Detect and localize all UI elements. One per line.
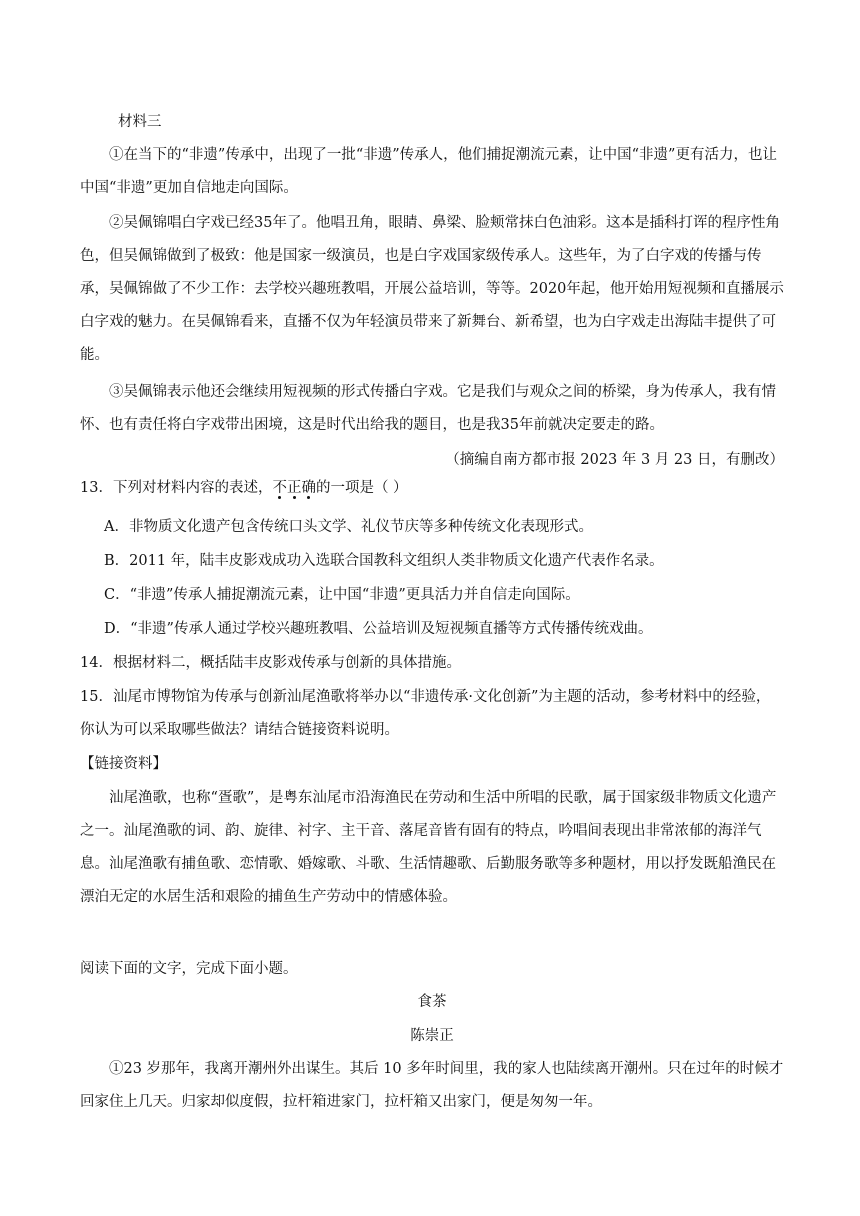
link-heading: 【链接资料】 [80, 756, 167, 772]
question-13-stem-before: 13．下列对材料内容的表述， [80, 480, 273, 496]
option-a: A．非物质文化遗产包含传统口头文学、礼仪节庆等多种传统文化表现形式。 [104, 519, 593, 535]
material-paragraph-1: ①在当下的“非遗”传承中，出现了一批“非遗”传承人，他们捕捉潮流元素，让中国“非遗”更有活力，也让中国“非遗”更加自信地走向国际。 [80, 147, 777, 196]
material-paragraph-3: ③吴佩锦表示他还会继续用短视频的形式传播白字戏。它是我们与观众之间的桥梁，身为传承人，我有情怀、也有责任将白字戏带出困境，这是时代出给我的题目，也是我35年前就决定要走的路。 [80, 384, 776, 433]
emphasis-char: 不 [272, 480, 287, 496]
reading-instruction: 阅读下面的文字，完成下面小题。 [80, 961, 298, 977]
source-citation: （摘编自南方都市报 2023 年 3 月 23 日，有删改） [445, 452, 784, 468]
option-d: D．“非遗”传承人通过学校兴趣班教唱、公益培训及短视频直播等方式传播传统戏曲。 [104, 621, 653, 637]
article-title: 食茶 [417, 994, 447, 1010]
question-13-stem-after: 的一项是（ ） [315, 480, 408, 496]
question-13-stem [80, 472, 784, 505]
material-paragraph-2: ②吴佩锦唱白字戏已经35年了。他唱丑角，眼睛、鼻梁、脸颊常抹白色油彩。这本是插科打诨的程序性角色，但吴佩锦做到了极致：他是国家一级演员，也是白字戏国家级传承人。这些年，为了白字戏的传播与传承，吴佩锦做了不少工作：去学校兴趣班教唱，开展公益培训，等等。2020年起，他开始用短视频和直播展示白字戏的魅力。在吴佩锦看来，直播不仅为年轻演员带来了新舞台、新希望，也为白字戏走出海陆丰提供了可能。 [80, 215, 784, 363]
article-author: 陈崇正 [410, 1028, 454, 1044]
question-15: 15．汕尾市博物馆为传承与创新汕尾渔歌将举办以“非遗传承·文化创新”为主题的活动，参考材料中的经验，你认为可以采取哪些做法？请结合链接资料说明。 [80, 689, 771, 738]
article-paragraph-1: ①23 岁那年，我离开潮州外出谋生。其后 10 多年时间里，我的家人也陆续离开潮州。只在过年的时候才回家住上几天。归家却似度假，拉杆箱进家门，拉杆箱又出家门，便是匆匆一年。 [80, 1061, 784, 1110]
material-heading: 材料三 [118, 114, 162, 130]
link-paragraph: 汕尾渔歌，也称“疍歌”，是粤东汕尾市沿海渔民在劳动和生活中所唱的民歌，属于国家级非物质文化遗产之一。汕尾渔歌的词、韵、旋律、衬字、主干音、落尾音皆有固有的特点，吟唱间表现出非常浓郁的海洋气息。汕尾渔歌有捕鱼歌、恋情歌、婚嫁歌、斗歌、生活情趣歌、后勤服务歌等多种题材，用以抒发既船渔民在漂泊无定的水居生活和艰险的捕鱼生产劳动中的情感体验。 [80, 790, 777, 905]
emphasis-char: 确 [301, 480, 316, 496]
question-14: 14．根据材料二，概括陆丰皮影戏传承与创新的具体措施。 [80, 655, 461, 671]
option-b: B．2011 年，陆丰皮影戏成功入选联合国教科文组织人类非物质文化遗产代表作名录。 [104, 553, 664, 569]
option-c: C．“非遗”传承人捕捉潮流元素，让中国“非遗”更具活力并自信走向国际。 [104, 587, 580, 603]
emphasis-char: 正 [286, 480, 302, 496]
